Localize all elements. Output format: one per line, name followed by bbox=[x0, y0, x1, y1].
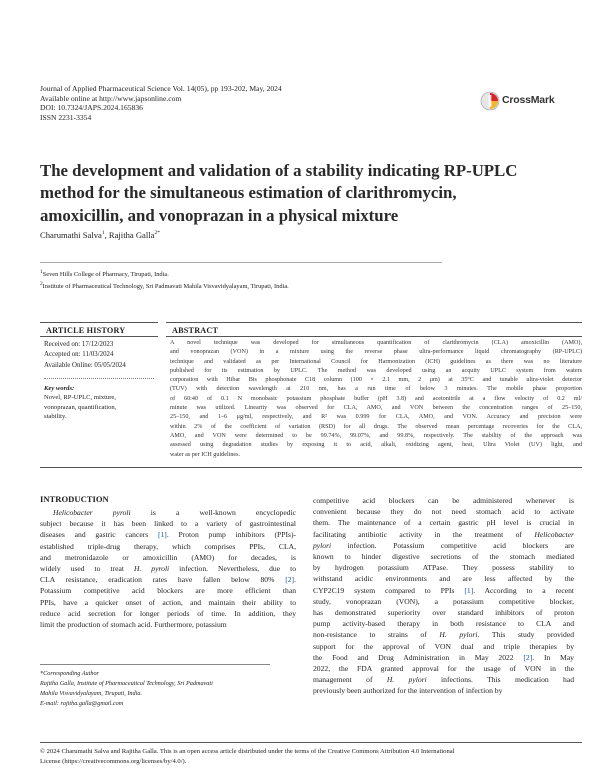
abstract-line: within 2% of the coefficient of variation (RSD) for all drugs. The observed mean percentage recoveries for the CLA, bbox=[170, 423, 582, 430]
body-line: non-resistance to strains of H. pylori. This study provided bbox=[313, 630, 575, 640]
body-line: established triple-drug therapy, which comprises PPIs, CLA, bbox=[40, 541, 296, 551]
available-online: Available online at http://www.japsonline.com bbox=[40, 93, 182, 103]
footnote-rule bbox=[40, 664, 270, 665]
abstract-line: assessed using degradation studies by exposing it to acid, alkali, oxidizing agent, heat, Ultra Violet (UV) light, and bbox=[170, 442, 582, 449]
body-line: support for the approval of VON dual and triple therapies by bbox=[313, 641, 574, 651]
keywords bbox=[44, 384, 154, 421]
crossmark-label: CrossMark bbox=[502, 94, 555, 106]
italic-term: Helicobacter bbox=[534, 529, 574, 539]
body-line: has demonstrated superiority over standard inhibitors of proton bbox=[313, 608, 574, 618]
footnote-email[interactable]: E-mail: rajitha.galla@gmail.com bbox=[40, 700, 124, 707]
author-name: Charumathi Salva bbox=[40, 230, 102, 240]
abstract-line: corporation with Hibar Bis phosphonate C18 column (100 × 2.1 mm, 2 μm) at 35°C and tunable ultra-violet detector bbox=[170, 377, 582, 384]
body-line: CLA resistance, eradication rates have fallen below 80% [2]. bbox=[40, 575, 296, 585]
italic-term: pylori bbox=[313, 540, 332, 550]
affiliation-mark: 1 bbox=[40, 269, 43, 275]
body-line: withstand acidic environments and are less affected by the bbox=[313, 574, 574, 584]
journal-meta bbox=[40, 84, 400, 123]
body-line: known to hinder digestive secretions of the stomach mediated bbox=[313, 552, 574, 562]
body-line: 2022, the FDA granted approval for the usage of VON in the bbox=[313, 664, 574, 674]
author-divider bbox=[40, 262, 442, 263]
body-line: previously been authorized for the intervention of infection by bbox=[313, 686, 503, 696]
affiliation-text: Seven Hills College of Pharmacy, Tirupati, India. bbox=[42, 271, 169, 279]
italic-term: H. pylori bbox=[386, 675, 427, 685]
body-line: Potassium competitive acid blockers are more efficient than bbox=[40, 586, 296, 596]
footer-rule bbox=[40, 742, 582, 743]
title-line: The development and validation of a stability indicating RP-UPLC bbox=[40, 161, 518, 180]
body-line: and metronidazole or amoxicillin (AMO) for decades, is bbox=[40, 552, 296, 562]
abstract-end-rule bbox=[40, 467, 582, 468]
abstract-line: AMO, and VON were determined to be 99.74%, 99.07%, and 99.8%, respectively. The stability of the approach was bbox=[170, 432, 582, 439]
body-line: facilitating antibiotic activity in the treatment of Helicobacter bbox=[313, 529, 574, 539]
body-line: pump activity-based therapy in both resistance to CLA and bbox=[313, 619, 574, 629]
body-line: subject because it has been linked to a variety of gastrointestinal bbox=[40, 519, 296, 529]
body-line: competitive acid blockers can be administered whenever is bbox=[313, 496, 574, 505]
body-line: by hydrogen potassium ATPase. They possess stability to bbox=[313, 563, 574, 573]
footnote-line: Mahila Visvavidyalayam, Tirupati, India. bbox=[40, 690, 142, 697]
keywords-rule bbox=[44, 378, 154, 379]
license-footer bbox=[40, 747, 580, 768]
keyword-line: stability. bbox=[44, 412, 67, 420]
abstract-line: water as per ICH guidelines. bbox=[170, 451, 241, 458]
abstract-line: (TUV) with detection wavelength at 210 nm, has a run time of below 3 minutes. The mobile phase proportion bbox=[170, 386, 582, 393]
license-line: © 2024 Charumathi Salva and Rajitha Galla. This is an open access article distributed under the terms of the Creative Commons Attribution 4.0 International bbox=[40, 748, 455, 755]
crossmark-badge[interactable] bbox=[480, 90, 560, 112]
body-line: CYP2C19 system compared to PPIs [1]. According to a recent bbox=[313, 585, 575, 595]
article-title bbox=[40, 160, 575, 227]
body-line: diseases and gastric cancers [1]. Proton pump inhibitors (PPIs)- bbox=[40, 530, 297, 540]
body-line: PPIs, have a quicker onset of action, and maintain their ability to bbox=[40, 597, 296, 607]
body-line: study, vonoprazan (VON), a potassium competitive blocker, bbox=[313, 596, 574, 606]
keyword-line: Novel, RP-UPLC, mixture, bbox=[44, 394, 116, 402]
affiliation-mark: 2 bbox=[40, 281, 43, 287]
history-top-rule bbox=[40, 322, 158, 323]
article-history-heading: ARTICLE HISTORY bbox=[46, 326, 126, 335]
abstract-heading: ABSTRACT bbox=[172, 326, 219, 335]
abstract-line: of 60:40 of 0.1 N monobasic potassium phosphate buffer (pH 3.8) and acetonitrile at a flow velocity of 0.2 ml/ bbox=[170, 395, 582, 402]
abstract-line: technique and validated as per International Council for Harmonization (ICH) guidelines as there was no literature bbox=[170, 358, 582, 365]
author-name: Rajitha Galla bbox=[108, 230, 155, 240]
accepted-date: Accepted on: 11/03/2024 bbox=[44, 351, 114, 359]
introduction-left-column bbox=[40, 507, 296, 630]
affiliation bbox=[40, 281, 540, 290]
abstract-top-rule bbox=[166, 322, 582, 323]
italic-term: H. pylori bbox=[439, 630, 478, 640]
footnote-line: Rajitha Galla, Institute of Pharmaceutical Technology, Sri Padmavati bbox=[40, 680, 213, 687]
received-date: Received on: 17/12/2023 bbox=[44, 341, 114, 348]
body-line: reduce acid secretion for longer periods of time. In addition, they bbox=[40, 608, 296, 618]
introduction-heading: INTRODUCTION bbox=[40, 494, 109, 504]
abstract-text bbox=[170, 339, 582, 460]
italic-term: H. pyroli bbox=[133, 564, 170, 574]
abstract-line: A novel technique was developed for simultaneous quantification of clarithromycin (CLA) amoxicillin (AMO), bbox=[170, 340, 582, 346]
keywords-heading: Key words: bbox=[44, 385, 75, 392]
doi: DOI: 10.7324/JAPS.2024.165836 bbox=[40, 103, 143, 113]
body-line: limit the production of stomach acid. Furthermore, potassium bbox=[40, 620, 227, 630]
abstract-line: and vonoprazan (VON) in a mixture using the reverse phase ultra-performance liquid chromatography (RP-UPLC) bbox=[170, 349, 582, 356]
history-bottom-rule bbox=[40, 336, 158, 337]
introduction-right-column bbox=[313, 495, 574, 697]
crossmark-icon bbox=[480, 90, 500, 112]
abstract-bottom-rule bbox=[166, 336, 582, 337]
body-line: widely used to treat H. pyroli infection. Nevertheless, due to bbox=[40, 564, 296, 574]
journal-citation: Journal of Applied Pharmaceutical Science Vol. 14(05), pp 193-202, May, 2024 bbox=[40, 84, 282, 93]
license-line[interactable]: License (https://creativecommons.org/licenses/by/4.0/). bbox=[40, 758, 187, 766]
article-history bbox=[44, 340, 154, 371]
body-line: management of H. pylori infections. This medication had bbox=[313, 675, 575, 685]
issn: ISSN 2231-3354 bbox=[40, 113, 92, 123]
abstract-line: published for its estimation by UPLC. The method was developed using an acquity UPLC system from waters bbox=[170, 367, 582, 374]
body-line: them. The maintenance of a certain gastric pH level is crucial in bbox=[313, 518, 574, 528]
affiliation bbox=[40, 269, 540, 278]
body-line: convenient because they do not need stomach acid to activate bbox=[313, 507, 574, 517]
title-line: method for the simultaneous estimation of clarithromycin, bbox=[40, 183, 457, 203]
body-line: pylori infection. Potassium competitive acid blockers are bbox=[313, 540, 574, 550]
body-line: the Food and Drug Administration in May 2022 [2]. In May bbox=[313, 652, 574, 662]
corresponding-author-note bbox=[40, 669, 270, 709]
footnote-label: *Corresponding Author bbox=[40, 670, 99, 677]
citation-link[interactable]: [1] bbox=[157, 530, 167, 540]
affiliation-text: Institute of Pharmaceutical Technology, Sri Padmavati Mahila Visvavidyalayam, Tirupati, India. bbox=[42, 283, 289, 291]
online-date: Available Online: 05/05/2024 bbox=[44, 361, 126, 369]
author-affiliation-mark: 1 bbox=[101, 230, 105, 237]
keyword-line: vonoprazan, quantification, bbox=[44, 403, 117, 411]
italic-term: Helicobacter pyroli bbox=[53, 508, 131, 517]
citation-link[interactable]: [2] bbox=[523, 652, 533, 662]
body-line: Helicobacter pyroli is a well-known encyclopedic bbox=[53, 508, 296, 517]
title-line: amoxicillin, and vonoprazan in a physical mixture bbox=[40, 205, 399, 225]
citation-link[interactable]: [2] bbox=[285, 575, 295, 585]
author-affiliation-mark: 2* bbox=[154, 230, 160, 237]
abstract-line: 25–150, and 1–6 μg/ml, respectively, and R² was 0.999 for CLA, AMO, and VON. Accuracy and precision were bbox=[170, 414, 582, 421]
abstract-line: minute was utilized. Linearity was observed for CLA, AMO, and VON between the concentration ranges of 25–150, bbox=[170, 405, 582, 412]
author-list: Charumathi Salva$^1$, Rajitha Galla$^{2*}$ bbox=[40, 230, 160, 240]
citation-link[interactable]: [1] bbox=[464, 585, 474, 595]
